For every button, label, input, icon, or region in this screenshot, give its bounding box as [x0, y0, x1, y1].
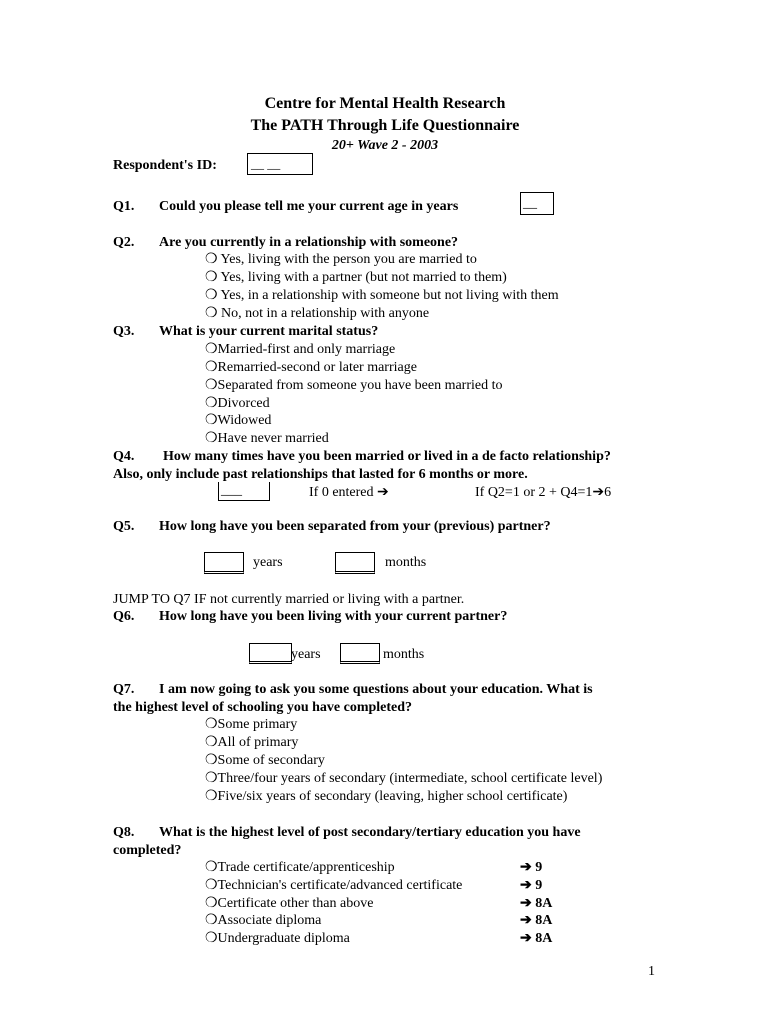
q1-age-field[interactable]: __ [520, 192, 554, 215]
q3-number: Q3. [113, 324, 135, 339]
q6-number: Q6. [113, 609, 135, 624]
q8-option-5[interactable]: ❍Undergraduate diploma [205, 931, 350, 946]
jump-instruction: JUMP TO Q7 IF not currently married or living with a partner. [113, 592, 465, 607]
q8-option-4[interactable]: ❍Associate diploma [205, 913, 322, 928]
q2-option-4[interactable]: ❍ No, not in a relationship with anyone [205, 306, 430, 321]
q2-option-2[interactable]: ❍ Yes, living with a partner (but not married to them) [205, 270, 507, 285]
q7-option-2[interactable]: ❍All of primary [205, 735, 299, 750]
q8-goto-2: ➔ 9 [520, 878, 543, 893]
q3-option-1[interactable]: ❍Married-first and only marriage [205, 342, 396, 357]
q5-months-label: months [385, 555, 427, 570]
q5-years-field[interactable] [204, 552, 244, 574]
q3-option-6[interactable]: ❍Have never married [205, 431, 329, 446]
q8-goto-1: ➔ 9 [520, 860, 543, 875]
q6-text: How long have you been living with your current partner? [159, 609, 508, 624]
q3-option-3[interactable]: ❍Separated from someone you have been married to [205, 378, 503, 393]
q5-months-field[interactable] [335, 552, 375, 574]
q4-count-field[interactable]: ___ [218, 482, 270, 501]
q7-option-4[interactable]: ❍Three/four years of secondary (intermediate, school certificate level) [205, 771, 603, 786]
q8-option-2[interactable]: ❍Technician's certificate/advanced certificate [205, 878, 463, 893]
q8-goto-4: ➔ 8A [520, 913, 553, 928]
q1-number: Q1. [113, 199, 135, 214]
q8-goto-5: ➔ 8A [520, 931, 553, 946]
q4-note-skip: If Q2=1 or 2 + Q4=1➔6 [475, 485, 612, 500]
q2-option-3[interactable]: ❍ Yes, in a relationship with someone but not living with them [205, 288, 559, 303]
q8-number: Q8. [113, 825, 135, 840]
q7-number: Q7. [113, 682, 135, 697]
q2-text: Are you currently in a relationship with someone? [159, 235, 459, 250]
q5-text: How long have you been separated from your (previous) partner? [159, 519, 551, 534]
q3-text: What is your current marital status? [159, 324, 379, 339]
q8-option-3[interactable]: ❍Certificate other than above [205, 896, 374, 911]
q5-years-label: years [253, 555, 283, 570]
q4-number: Q4. [113, 449, 135, 464]
header-title: Centre for Mental Health Research [264, 95, 506, 112]
q8-text-2: completed? [113, 843, 182, 858]
q6-years-field[interactable] [249, 643, 292, 664]
respondent-id-field[interactable]: __ __ [247, 153, 313, 175]
q7-text-1: I am now going to ask you some questions about your education. What is [159, 682, 593, 697]
q8-text-1: What is the highest level of post secondary/tertiary education you have [159, 825, 581, 840]
questionnaire-title: The PATH Through Life Questionnaire [250, 117, 520, 134]
q7-option-3[interactable]: ❍Some of secondary [205, 753, 325, 768]
q4-text-1: How many times have you been married or lived in a de facto relationship? [163, 449, 611, 464]
q8-option-1[interactable]: ❍Trade certificate/apprenticeship [205, 860, 395, 875]
q7-option-1[interactable]: ❍Some primary [205, 717, 298, 732]
q4-note-zero: If 0 entered ➔ [309, 485, 389, 500]
q6-months-field[interactable] [340, 643, 380, 664]
q6-years-label: years [291, 647, 321, 662]
q7-text-2: the highest level of schooling you have completed? [113, 700, 413, 715]
q6-months-label: months [383, 647, 425, 662]
q4-text-2: Also, only include past relationships that lasted for 6 months or more. [113, 467, 528, 482]
q2-number: Q2. [113, 235, 135, 250]
wave-subtitle: 20+ Wave 2 - 2003 [331, 138, 439, 153]
page-number: 1 [648, 964, 655, 979]
q3-option-2[interactable]: ❍Remarried-second or later marriage [205, 360, 417, 375]
q1-text: Could you please tell me your current age in years [159, 199, 459, 214]
q7-option-5[interactable]: ❍Five/six years of secondary (leaving, higher school certificate) [205, 789, 568, 804]
q8-goto-3: ➔ 8A [520, 896, 553, 911]
q3-option-5[interactable]: ❍Widowed [205, 413, 272, 428]
q2-option-1[interactable]: ❍ Yes, living with the person you are married to [205, 252, 477, 267]
q3-option-4[interactable]: ❍Divorced [205, 396, 270, 411]
respondent-id-label: Respondent's ID: [113, 158, 217, 173]
q5-number: Q5. [113, 519, 135, 534]
